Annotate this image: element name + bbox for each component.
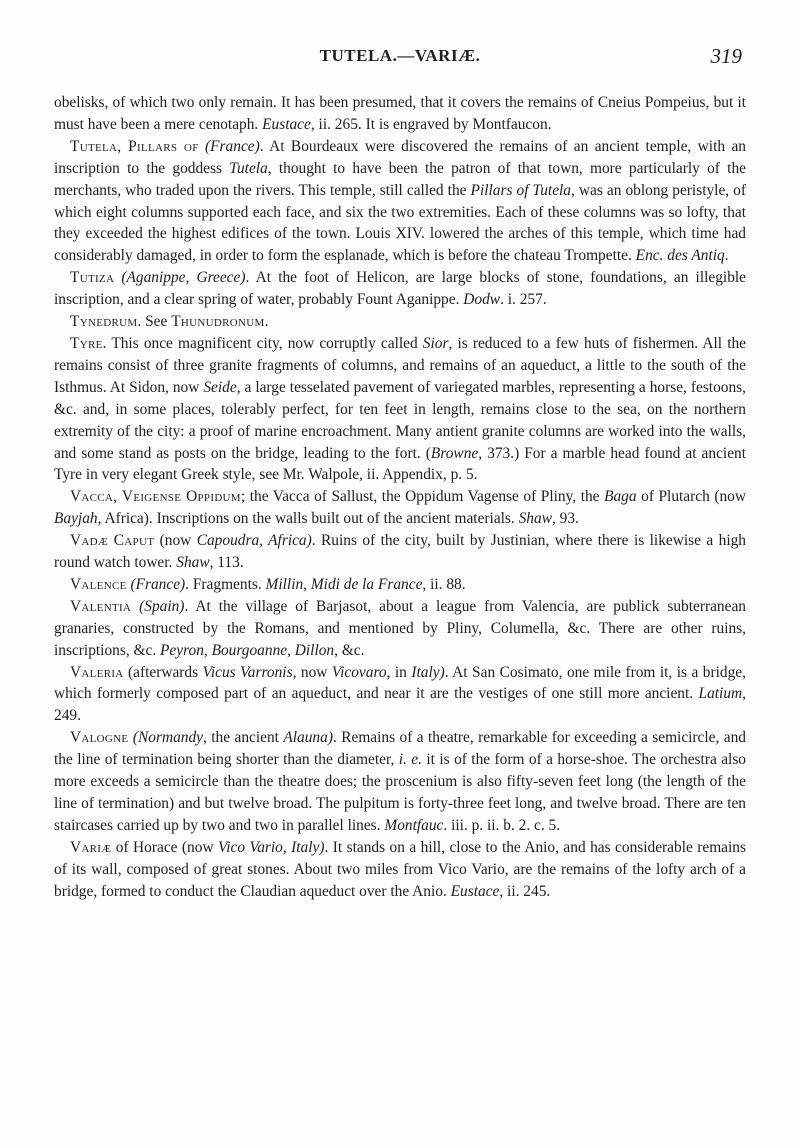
text-run: of Horace (now (111, 838, 218, 856)
entry-headword: Valentia (70, 597, 132, 615)
italic-run: Browne (430, 444, 479, 462)
entry-paragraph (54, 727, 746, 837)
text-run: . Remains of a theatre, remarkable for exceeding a semicircle, and the line of termination being shorter than the diameter, (54, 729, 746, 769)
entry-paragraph (54, 486, 746, 530)
italic-run: Vicus Varronis (202, 663, 293, 681)
italic-run: Alauna) (283, 729, 333, 747)
text-run: , thought to have been the patron of that town, more particularly of the merchants, who traded upon the rivers. This temple, still called the (54, 159, 746, 199)
entry-paragraph (54, 92, 746, 136)
running-head (58, 46, 742, 76)
text-run: . This once magnificent city, now corruptly called (102, 334, 423, 352)
entry-headword: Thunudronum (171, 313, 265, 331)
italic-run: Sior (422, 334, 449, 352)
text-run: . At San Cosimato, one mile from it, is a bridge, which formerly composed part of an aqueduct, and near it are the vestiges of one still more ancient. (54, 663, 746, 703)
text-run: . See (137, 313, 172, 331)
text-run: , &c. (334, 641, 365, 659)
italic-run: Tutela (229, 159, 268, 177)
page-number: 319 (710, 44, 742, 68)
text-run: . iii. p. ii. b. 2. c. 5. (443, 816, 561, 834)
entry-paragraph (54, 136, 746, 267)
entry-paragraph (54, 333, 746, 486)
text-run (131, 598, 139, 615)
italic-run: (France) (130, 575, 186, 593)
italic-run: Italy) (411, 663, 445, 681)
text-run: . Ruins of the city, built by Justinian, where there is likewise a high round watch tower. (54, 532, 746, 572)
text-run: , now (292, 663, 332, 681)
entry-paragraph (54, 662, 746, 728)
text-run: , a large tesselated pavement of variegated marbles, representing a horse, festoons, &c. and, in some places, tolerably perfect, for ten feet in length, remains close to the sea, on the northern extremity of the city: a proof of marine encroachment. Many antient granite columns are worked into the walls, and some stand as posts on the bridge, leading to the fort. ( (54, 378, 747, 462)
text-run: (afterwards (123, 663, 203, 681)
text-run: . At the foot of Helicon, are large blocks of stone, foundations, an illegible inscription, and a clear spring of water, probably Fount Aganippe. (54, 269, 746, 309)
italic-run: Millin, Midi de la France (265, 575, 423, 593)
italic-run: Shaw (518, 510, 552, 528)
text-run: , was an oblong peristyle, of which eight columns supported each face, and six the two extremities. Each of these columns was so lofty, that they exceeded the highest edifices of the town. Louis XIV. lowered the arches of this temple, which time had considerably damaged, in order to form the esplanade, which is before the chateau Trompette. (54, 181, 746, 265)
text-run: . i. 257. (500, 291, 547, 309)
italic-run: Vicovaro (331, 663, 387, 681)
italic-run: (Spain) (139, 597, 185, 615)
italic-run: Dodw (463, 291, 501, 309)
italic-run: Montfauc (384, 816, 444, 834)
italic-run: Baga (604, 488, 637, 506)
italic-run: (Aganippe, Greece) (121, 269, 246, 287)
italic-run: Seide (203, 378, 237, 396)
entry-paragraph (54, 311, 746, 333)
italic-run: Peyron, Bourgoanne, Dillon (160, 641, 335, 659)
italic-run: Capoudra, Africa) (196, 532, 312, 550)
entry-headword: Vadæ Caput (70, 532, 155, 550)
italic-run: Vico Vario, Italy) (218, 838, 325, 856)
italic-run: Pillars of Tutela (470, 181, 572, 199)
text-run: . (724, 247, 729, 265)
entry-paragraph (54, 530, 746, 574)
italic-run: Enc. des Antiq (635, 247, 725, 265)
italic-run: Bayjah (54, 510, 98, 528)
entry-headword: Tutela, Pillars of (70, 137, 199, 155)
italic-run: Latium (698, 685, 743, 703)
italic-run: (Normandy (132, 729, 203, 747)
text-run: , 373.) For a marble head found at ancient Tyre in very elegant Greek style, see Mr. Walpole, ii. Appendix, p. 5. (54, 444, 746, 484)
italic-run: Eustace (262, 115, 311, 133)
italic-run: i. e. (398, 751, 422, 769)
entry-headword: Valogne (70, 729, 129, 747)
text-run: , ii. 245. (499, 882, 551, 900)
entry-headword: Tynedrum (70, 313, 138, 331)
text-run: it is of the form of a horse-shoe. The orchestra also more exceeds a semicircle than the theatre does; the proscenium is also fifty-seven feet long (the length of the line of termination) and but twelve broad. The pulpitum is forty-three feet long, and twelve broad. There are ten staircases carried up by two and two in parallel lines. (54, 751, 746, 834)
text-run: obelisks, of which two only remain. It has been presumed, that it covers the remains of Cneius Pompeius, but it must have been a mere cenotaph. (54, 94, 746, 133)
text-run: . (264, 313, 269, 331)
entry-headword: Valeria (70, 663, 124, 681)
text-run: ; the Vacca of Sallust, the Oppidum Vagense of Pliny, the (240, 488, 605, 506)
entry-paragraph (54, 837, 746, 903)
entry-headword: Valence (70, 575, 127, 593)
text-run: , in (386, 663, 412, 681)
entry-paragraph (54, 596, 746, 662)
text-run: , 113. (209, 554, 244, 572)
entry-paragraph (54, 267, 746, 311)
entry-headword: Vacca, Veigense Oppidum (70, 488, 241, 506)
italic-run: Eustace (450, 882, 500, 900)
text-run: (now (154, 532, 197, 550)
text-run: . At the village of Barjasot, about a league from Valencia, are publick subterranean granaries, constructed by the Romans, and mentioned by Pliny, Columella, &c. There are other ruins, inscriptions, &c. (54, 597, 746, 659)
entry-headword: Variæ (70, 838, 112, 856)
italic-run: Shaw (176, 554, 210, 572)
entry-headword: Tyre (70, 334, 103, 352)
text-run: , ii. 88. (422, 575, 466, 593)
text-run: , 93. (551, 510, 579, 528)
entry-headword: Tutiza (70, 269, 115, 287)
text-run: , is reduced to a few huts of fishermen. All the remains consist of three granite fragments of columns, and remains of an aqueduct, a little to the south of the Isthmus. At Sidon, now (54, 334, 747, 396)
running-title: TUTELA.—VARIÆ. (319, 46, 481, 65)
entry-paragraph (54, 574, 746, 596)
text-run: of Plutarch (now (636, 488, 746, 506)
text-run: , ii. 265. It is engraved by Montfaucon. (310, 115, 552, 133)
dictionary-entries (54, 92, 746, 903)
text-run: . It stands on a hill, close to the Anio, and has considerable remains of its wall, composed of great stones. About two miles from Vico Vario, are the remains of the lofty arch of a bridge, formed to conduct the Claudian aqueduct over the Anio. (54, 838, 746, 900)
text-run: . At Bourdeaux were discovered the remains of an ancient temple, with an inscription to the goddess (54, 137, 746, 177)
text-run: . Fragments. (185, 575, 266, 593)
italic-run: (France) (205, 137, 260, 155)
text-run: , 249. (54, 685, 746, 725)
text-run: , Africa). Inscriptions on the walls built out of the ancient materials. (97, 510, 519, 528)
text-run: , the ancient (202, 729, 284, 747)
